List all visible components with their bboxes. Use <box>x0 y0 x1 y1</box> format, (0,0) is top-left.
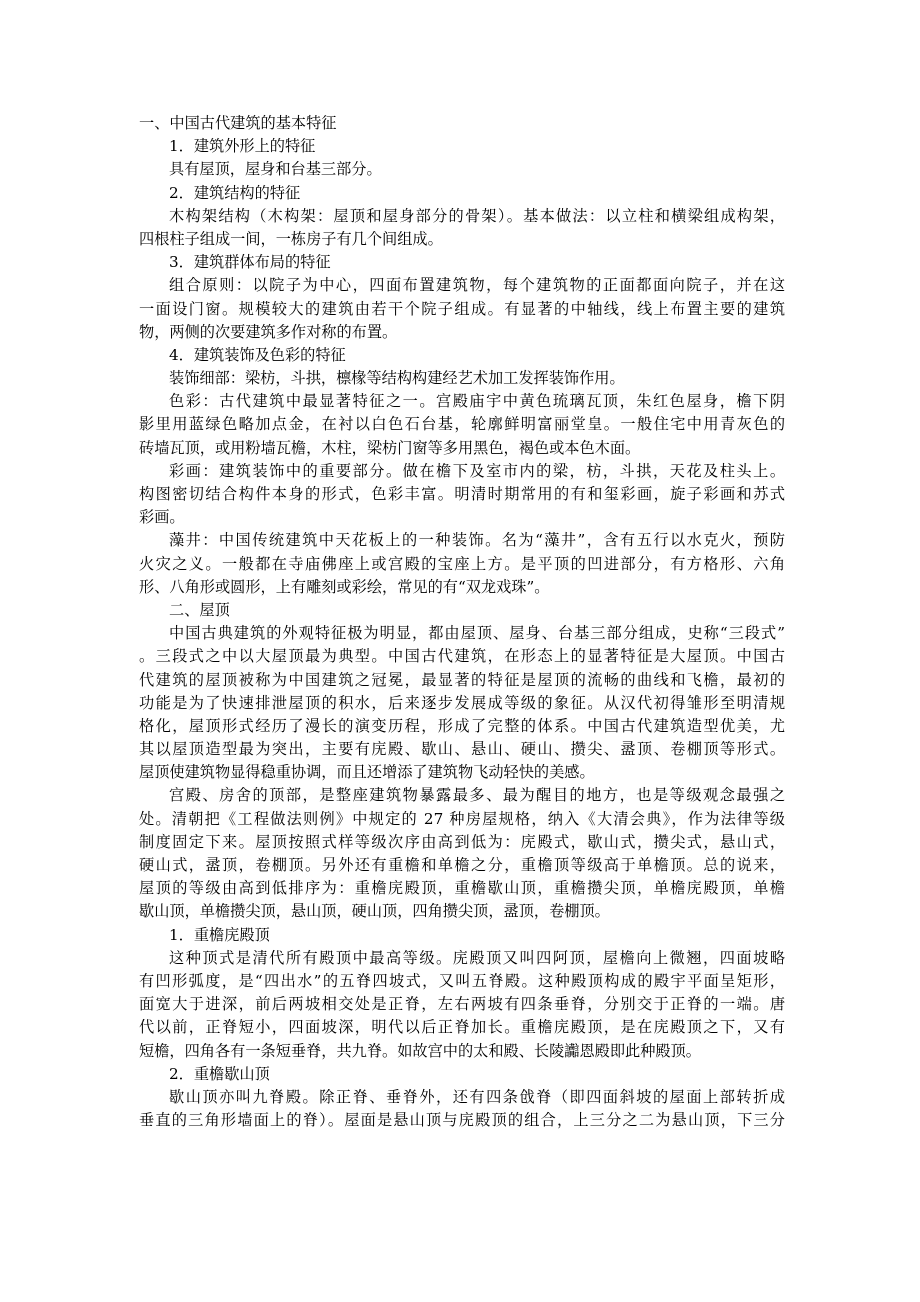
text-line: 火灾之义。一般都在寺庙佛座上或宫殿的宝座上方。是平顶的凹进部分，有方格形、六角 <box>139 554 785 573</box>
text-line: 格化，屋顶形式经历了漫长的演变历程，形成了完整的体系。中国古代建筑造型优美，尤 <box>139 716 785 735</box>
text-line: 4．建筑装饰及色彩的特征 <box>169 345 346 364</box>
text-line: 垂直的三角形墙面上的脊）。屋面是悬山顶与庑殿顶的组合，上三分之二为悬山顶，下三分 <box>139 1111 785 1130</box>
text-line: 制度固定下来。屋顶按照式样等级次序由高到低为：庑殿式，歇山式，攒尖式，悬山式， <box>139 832 785 851</box>
text-line: 中国古典建筑的外观特征极为明显，都由屋顶、屋身、台基三部分组成，史称“三段式” <box>169 624 785 643</box>
text-line: 硬山式，盝顶，卷棚顶。另外还有重檐和单檐之分，重檐顶等级高于单檐顶。总的说来， <box>139 856 785 874</box>
text-line: 彩画。 <box>139 508 185 527</box>
text-line: 1．建筑外形上的特征 <box>169 137 316 156</box>
text-line: 宫殿、房舍的顶部，是整座建筑物暴露最多、最为醒目的地方，也是等级观念最强之 <box>169 786 785 805</box>
text-line: 处。清朝把《工程做法则例》中规定的 27 种房屋规格，纳入《大清会典》，作为法律等级 <box>139 809 785 828</box>
text-line: 屋顶使建筑物显得稳重协调，而且还增添了建筑物飞动轻快的美感。 <box>139 763 595 782</box>
text-line: 四根柱子组成一间，一栋房子有几个间组成。 <box>139 229 443 248</box>
text-line: 1．重檐庑殿顶 <box>169 925 270 944</box>
text-line: 功能是为了快速排泄屋顶的积水，后来逐步发展成等级的象征。从汉代初得雏形至明清规 <box>139 693 785 712</box>
text-line: 2．重檐歇山顶 <box>169 1064 270 1083</box>
text-line: 一面设门窗。规模较大的建筑由若干个院子组成。有显著的中轴线，线上布置主要的建筑 <box>139 299 785 318</box>
text-line: 屋顶的等级由高到低排序为：重檐庑殿顶，重檐歇山顶，重檐攒尖顶，单檐庑殿顶，单檐 <box>139 879 785 898</box>
text-line: 。三段式之中以大屋顶最为典型。中国古代建筑，在形态上的显著特征是大屋顶。中国古 <box>139 647 785 666</box>
text-line: 物，两侧的次要建筑多作对称的布置。 <box>139 322 398 341</box>
text-line: 有凹形弧度，是“四出水”的五脊四坡式，又叫五脊殿。这种殿顶构成的殿宇平面呈矩形， <box>139 971 785 990</box>
text-line: 代以前，正脊短小，四面坡深，明代以后正脊加长。重檐庑殿顶，是在庑殿顶之下，又有 <box>139 1018 785 1037</box>
text-line: 面宽大于进深，前后两坡相交处是正脊，左右两坡有四条垂脊，分别交于正脊的一端。唐 <box>139 995 785 1014</box>
text-line: 2．建筑结构的特征 <box>169 183 301 202</box>
document-body <box>139 112 785 1132</box>
text-line: 3．建筑群体布局的特征 <box>169 253 331 272</box>
text-line: 二、屋顶 <box>169 600 230 619</box>
text-line: 装饰细部：梁枋，斗拱，檩椽等结构构建经艺术加工发挥装饰作用。 <box>169 369 625 388</box>
text-line: 歇山顶，单檐攒尖顶，悬山顶，硬山顶，四角攒尖顶，盝顶，卷棚顶。 <box>139 902 610 921</box>
text-line: 色彩：古代建筑中最显著特征之一。宫殿庙宇中黄色琉璃瓦顶，朱红色屋身，檐下阴 <box>169 392 785 411</box>
text-line: 彩画：建筑装饰中的重要部分。做在檐下及室市内的梁，枋，斗拱，天花及柱头上。 <box>169 461 785 480</box>
text-line: 构图密切结合构件本身的形式，色彩丰富。明清时期常用的有和玺彩画，旋子彩画和苏式 <box>139 485 785 503</box>
text-line: 歇山顶亦叫九脊殿。除正脊、垂脊外，还有四条戗脊（即四面斜坡的屋面上部转折成 <box>169 1087 785 1106</box>
text-line: 这种顶式是清代所有殿顶中最高等级。庑殿顶又叫四阿顶，屋檐向上微翘，四面坡略 <box>169 948 785 967</box>
text-line: 代建筑的屋顶被称为中国建筑之冠冕，最显著的特征是屋顶的流畅的曲线和飞檐，最初的 <box>139 670 785 689</box>
text-line: 短檐，四角各有一条短垂脊，共九脊。如故宫中的太和殿、长陵讟恩殿即此种殿顶。 <box>139 1041 701 1060</box>
text-line: 具有屋顶，屋身和台基三部分。 <box>169 160 382 179</box>
text-line: 组合原则：以院子为中心，四面布置建筑物，每个建筑物的正面都面向院子，并在这 <box>169 276 785 295</box>
text-line: 一、中国古代建筑的基本特征 <box>139 114 337 132</box>
text-line: 影里用蓝绿色略加点金，在衬以白色石台基，轮廓鲜明富丽堂皇。一般住宅中用青灰色的 <box>139 415 785 434</box>
text-line: 木构架结构（木构架：屋顶和屋身部分的骨架）。基本做法：以立柱和横梁组成构架， <box>169 206 785 225</box>
text-line: 形、八角形或圆形，上有雕刻或彩绘，常见的有“双龙戏珠”。 <box>139 577 550 596</box>
text-line: 其以屋顶造型最为突出，主要有庑殿、歇山、悬山、硬山、攒尖、盝顶、卷棚顶等形式。 <box>139 740 785 759</box>
text-line: 砖墙瓦顶，或用粉墙瓦檐，木柱，梁枋门窗等多用黑色，褐色或本色木面。 <box>139 438 641 457</box>
text-line: 藻井：中国传统建筑中天花板上的一种装饰。名为“藻井”，含有五行以水克火，预防 <box>169 531 785 550</box>
